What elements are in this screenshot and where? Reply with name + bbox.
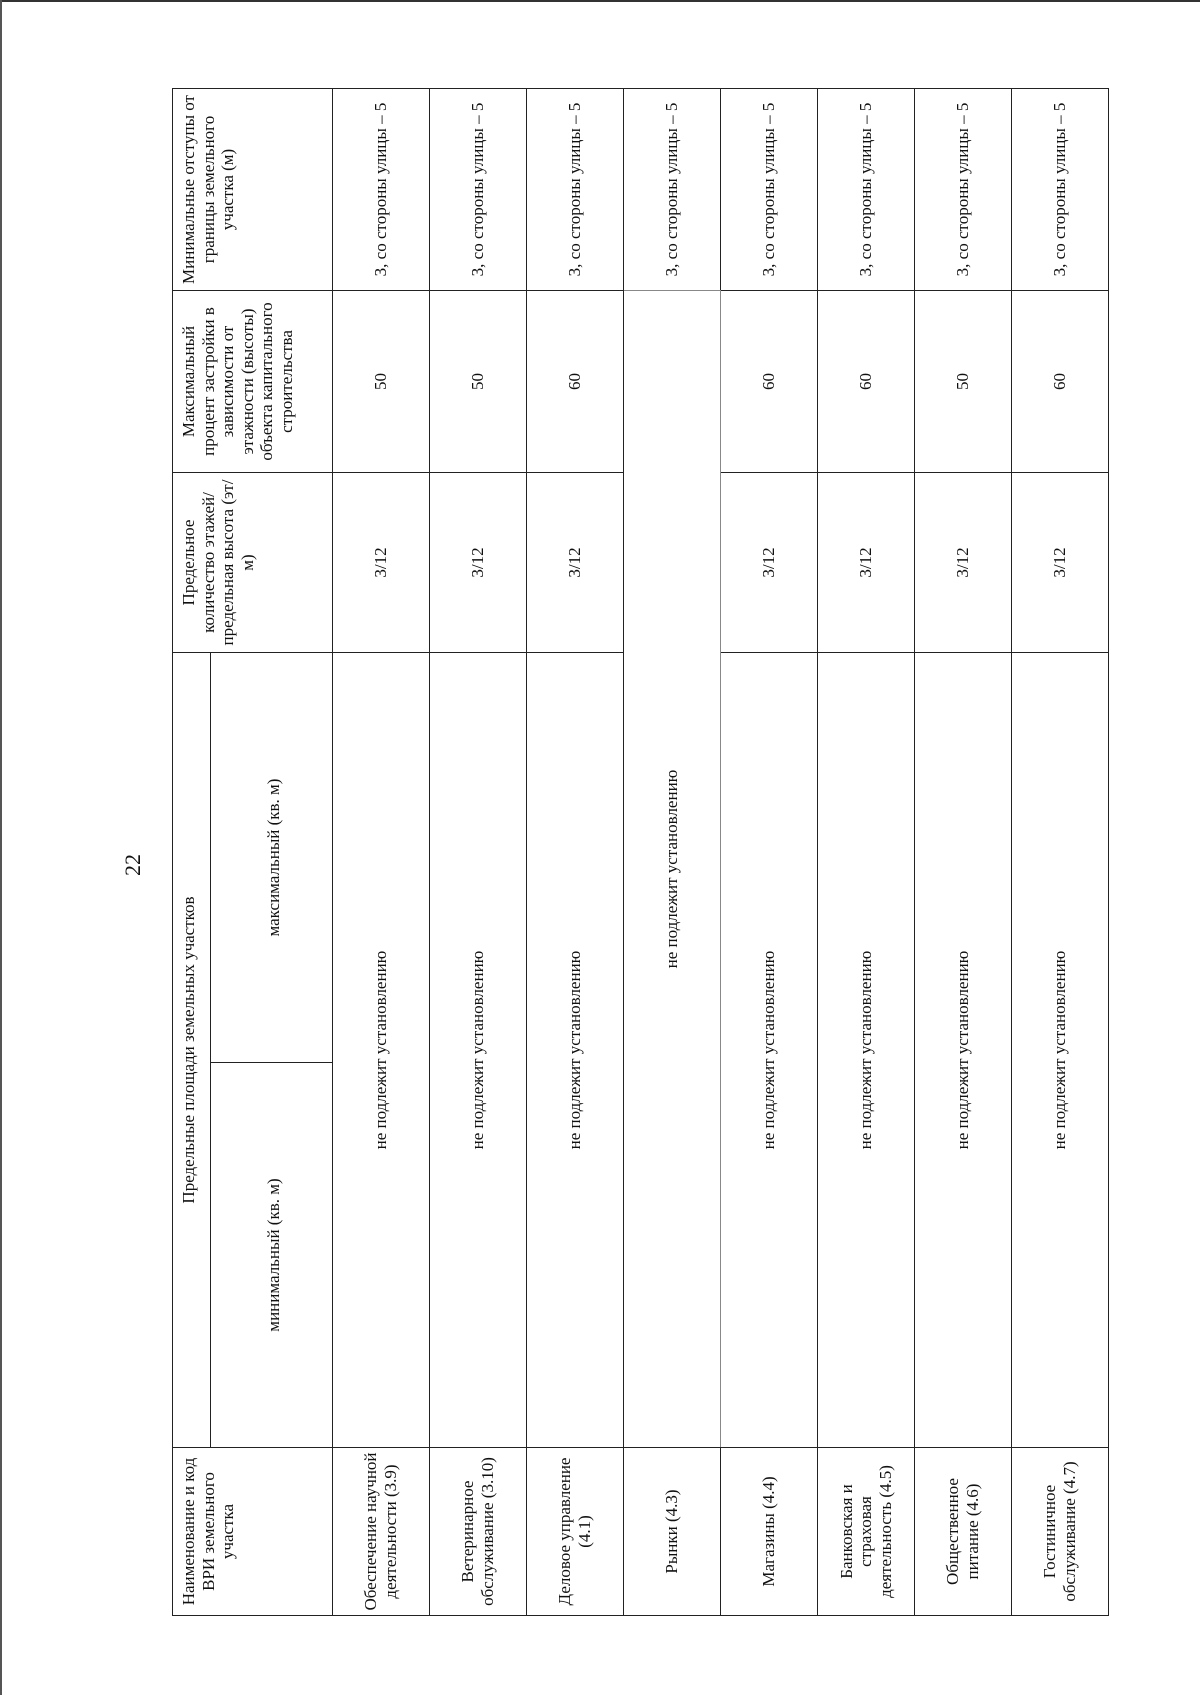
row-name: Гостиничное обслуживание (4.7) [1012,1448,1109,1616]
table-row [527,89,624,1616]
header-area-max: максимальный (кв. м) [211,653,333,1063]
table-row [721,89,818,1616]
row-area: не подлежит установлению [527,653,624,1448]
row-name: Магазины (4.4) [721,1448,818,1616]
row-name: Рынки (4.3) [624,1448,721,1616]
header-name: Наименование и код ВРИ земельного участка [173,1448,333,1616]
row-name: Общественное питание (4.6) [915,1448,1012,1616]
row-setback: 3, со стороны улицы – 5 [333,89,430,291]
row-floors: 3/12 [721,473,818,653]
row-setback: 3, со стороны улицы – 5 [527,89,624,291]
header-floors: Предельное количество этажей/ предельная высота (эт/м) [173,473,333,653]
header-area-group: Предельные площади земельных участков [173,653,211,1448]
row-coverage: 60 [1012,291,1109,473]
row-area: не подлежит установлению [721,653,818,1448]
row-floors: 3/12 [430,473,527,653]
header-setback: Минимальные отступы от границы земельного участка (м) [173,89,333,291]
row-floors: 3/12 [915,473,1012,653]
table-row [915,89,1012,1616]
scan-edge-top [0,0,1200,2]
page-number: 22 [120,854,145,876]
table-row [333,89,430,1616]
parameters-table [172,88,1109,1616]
table-row [818,89,915,1616]
row-coverage: 50 [430,291,527,473]
header-area-min: минимальный (кв. м) [211,1063,333,1448]
row-setback: 3, со стороны улицы – 5 [624,89,721,291]
row-setback: 3, со стороны улицы – 5 [721,89,818,291]
row-coverage: 50 [333,291,430,473]
row-setback: 3, со стороны улицы – 5 [915,89,1012,291]
row-coverage: 60 [818,291,915,473]
row-coverage: 50 [915,291,1012,473]
row-area-merged: не подлежит установлению [624,291,721,1448]
row-setback: 3, со стороны улицы – 5 [430,89,527,291]
row-floors: 3/12 [333,473,430,653]
row-coverage: 60 [527,291,624,473]
scan-edge-left [0,0,2,1695]
row-name: Банковская и страховая деятельность (4.5) [818,1448,915,1616]
row-area: не подлежит установлению [915,653,1012,1448]
table-row [430,89,527,1616]
table-row [624,89,721,1616]
rotated-table-sheet [172,89,1097,1616]
row-area: не подлежит установлению [430,653,527,1448]
row-coverage: 60 [721,291,818,473]
row-name: Обеспечение научной деятельности (3.9) [333,1448,430,1616]
row-floors: 3/12 [1012,473,1109,653]
table-row [1012,89,1109,1616]
header-coverage: Максимальный процент застройки в зависимости от этажности (высоты) объекта капитального строительства [173,291,333,473]
row-floors: 3/12 [818,473,915,653]
row-name: Деловое управление (4.1) [527,1448,624,1616]
row-setback: 3, со стороны улицы – 5 [1012,89,1109,291]
row-area: не подлежит установлению [818,653,915,1448]
row-name: Ветеринарное обслуживание (3.10) [430,1448,527,1616]
row-area: не подлежит установлению [333,653,430,1448]
row-area: не подлежит установлению [1012,653,1109,1448]
row-floors: 3/12 [527,473,624,653]
row-setback: 3, со стороны улицы – 5 [818,89,915,291]
